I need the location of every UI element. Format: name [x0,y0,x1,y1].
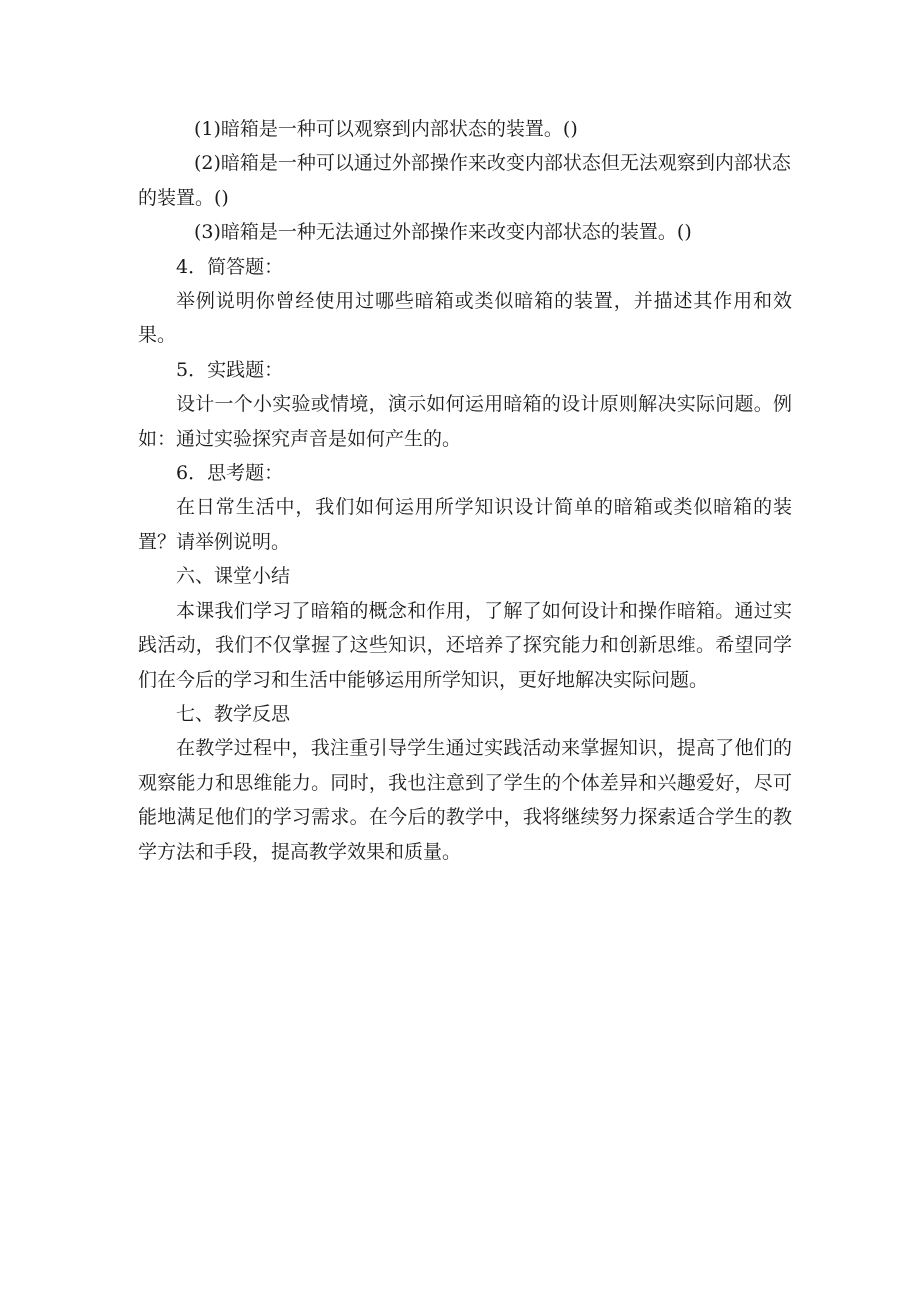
true-false-item-3: (3)暗箱是一种无法通过外部操作来改变内部状态的装置。() [194,221,692,244]
summary-paragraph: 本课我们学习了暗箱的概念和作用，了解了如何设计和操作暗箱。通过实践活动，我们不仅掌握了这些知识，还培养了探究能力和创新思维。希望同学们在今后的学习和生活中能够运用所学知识，更好地解决实际问题。 [138,599,792,691]
section-heading-reflection: 七、教学反思 [176,702,291,725]
reflection-paragraph: 在教学过程中，我注重引导学生通过实践活动来掌握知识，提高了他们的观察能力和思维能力。同时，我也注意到了学生的个体差异和兴趣爱好，尽可能地满足他们的学习需求。在今后的教学中，我将继续努力探索适合学生的教学方法和手段，提高教学效果和质量。 [138,737,792,863]
section-heading-short-answer: 4．简答题： [176,255,284,278]
section-heading-summary: 六、课堂小结 [176,565,291,588]
section-heading-practice: 5．实践题： [176,358,284,381]
thinking-question: 在日常生活中，我们如何运用所学知识设计简单的暗箱或类似暗箱的装置？请举例说明。 [138,496,792,553]
practice-question: 设计一个小实验或情境，演示如何运用暗箱的设计原则解决实际问题。例如：通过实验探究声音是如何产生的。 [138,393,792,450]
document-body [138,112,792,869]
short-answer-question: 举例说明你曾经使用过哪些暗箱或类似暗箱的装置，并描述其作用和效果。 [138,290,792,347]
section-heading-thinking: 6．思考题： [176,462,284,485]
true-false-item-1: (1)暗箱是一种可以观察到内部状态的装置。() [194,118,578,140]
true-false-item-2: (2)暗箱是一种可以通过外部操作来改变内部状态但无法观察到内部状态的装置。() [138,152,791,209]
